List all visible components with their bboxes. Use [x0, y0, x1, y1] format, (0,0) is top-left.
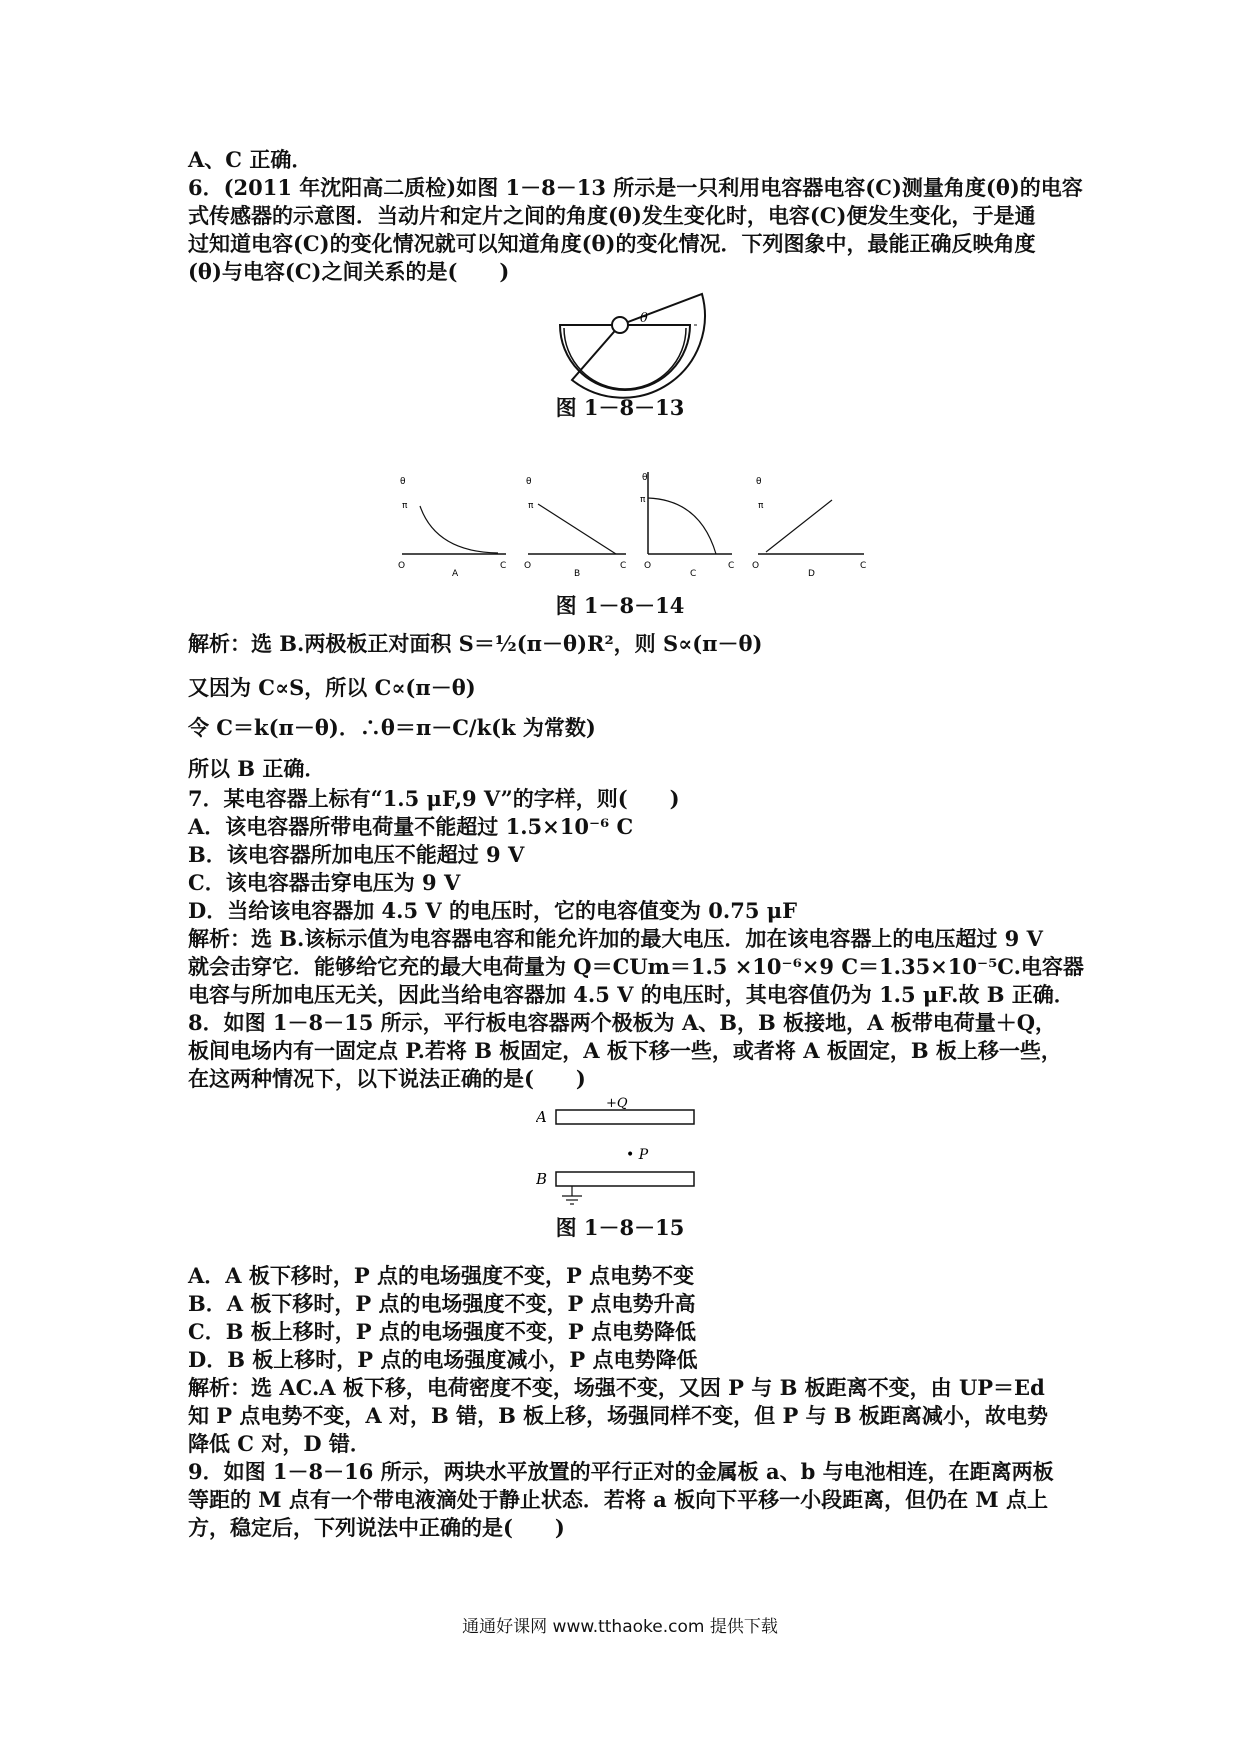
figure-caption: 图 1－8－14 — [555, 593, 685, 618]
text-line: C．该电容器击穿电压为 9 V — [188, 870, 461, 895]
graph-panel-c — [640, 472, 734, 576]
x-axis-label: C — [500, 561, 507, 571]
pi-label: π — [758, 501, 764, 511]
y-axis-label: θ — [756, 477, 762, 487]
text-line: 降低 C 对，D 错． — [188, 1431, 371, 1456]
text-line: A、C 正确． — [188, 147, 313, 172]
curve — [538, 504, 616, 554]
figure-caption: 图 1－8－15 — [555, 1215, 685, 1240]
text-line: 电容与所加电压无关，因此当给电容器加 4.5 V 的电压时，其电容值仍为 1.5 μF.故 B 正确． — [188, 982, 1075, 1007]
text-line: A．该电容器所带电荷量不能超过 1.5×10⁻⁶ C — [188, 814, 634, 839]
text-line: 6．(2011 年沈阳高二质检)如图 1－8－13 所示是一只利用电容器电容(C)测量角度(θ)的电容 — [188, 175, 1083, 200]
curve — [766, 500, 832, 552]
text-line: 在这两种情况下，以下说法正确的是( ) — [188, 1066, 586, 1091]
capacitor-sensor-figure — [550, 288, 750, 408]
origin-label: O — [524, 561, 532, 571]
panel-label: B — [574, 569, 581, 576]
panel-label: C — [690, 569, 697, 576]
graph-panel-a — [398, 477, 506, 576]
text-line: 方，稳定后，下列说法中正确的是( ) — [188, 1515, 565, 1540]
figure-caption: 图 1－8－13 — [555, 395, 685, 420]
origin-label: O — [398, 561, 406, 571]
panel-label: A — [452, 569, 459, 576]
text-line: 板间电场内有一固定点 P.若将 B 板固定，A 板下移一些，或者将 A 板固定，B 板上移一些， — [188, 1038, 1062, 1063]
text-line: B．该电容器所加电压不能超过 9 V — [188, 842, 525, 867]
text-line: 就会击穿它．能够给它充的最大电荷量为 Q＝CUm＝1.5 ×10⁻⁶×9 C＝1.35×10⁻⁵C.电容器 — [188, 954, 1084, 979]
y-axis-label: θ — [526, 477, 532, 487]
point-p-label: • P — [626, 1147, 649, 1163]
parallel-plate-figure — [536, 1094, 716, 1210]
plate-b — [556, 1172, 694, 1186]
text-line: 9．如图 1－8－16 所示，两块水平放置的平行正对的金属板 a、b 与电池相连，在距离两板 — [188, 1459, 1054, 1484]
text-line: 8．如图 1－8－15 所示，平行板电容器两个极板为 A、B，B 板接地，A 板带电荷量＋Q， — [188, 1010, 1056, 1035]
footer-credit: 通通好课网 www.tthaoke.com 提供下载 — [462, 1617, 778, 1637]
y-axis-label: θ — [642, 473, 648, 483]
solution-line: 又因为 C∝S，所以 C∝(π－θ) — [188, 675, 476, 700]
theta-label: θ — [640, 311, 648, 326]
text-line: B．A 板下移时，P 点的电场强度不变，P 点电势升高 — [188, 1291, 696, 1316]
text-line: A．A 板下移时，P 点的电场强度不变，P 点电势不变 — [188, 1263, 695, 1288]
text-line: C．B 板上移时，P 点的电场强度不变，P 点电势降低 — [188, 1319, 696, 1344]
pi-label: π — [528, 501, 534, 511]
origin-label: O — [644, 561, 652, 571]
plate-b-label: B — [536, 1170, 548, 1188]
text-line: 解析：选 AC.A 板下移，电荷密度不变，场强不变，又因 P 与 B 板距离不变，由 UP＝Ed — [188, 1375, 1045, 1400]
text-line: 等距的 M 点有一个带电液滴处于静止状态．若将 a 板向下平移一小段距离，但仍在 M 点上 — [188, 1487, 1048, 1512]
text-line: 解析：选 B.该标示值为电容器电容和能允许加的最大电压．加在该电容器上的电压超过 9 V — [188, 926, 1043, 951]
plate-a — [556, 1110, 694, 1124]
y-axis-label: θ — [400, 477, 406, 487]
solution-line: 令 C＝k(π－θ)．∴θ＝π－C/k(k 为常数) — [188, 715, 596, 740]
text-line: D．当给该电容器加 4.5 V 的电压时，它的电容值变为 0.75 μF — [188, 898, 798, 923]
graph-panel-d — [752, 477, 866, 576]
panel-label: D — [808, 569, 815, 576]
x-axis-label: C — [860, 561, 867, 571]
curve — [420, 506, 498, 553]
x-axis-label: C — [728, 561, 735, 571]
text-line: 过知道电容(C)的变化情况就可以知道角度(θ)的变化情况．下列图象中，最能正确反映角度 — [188, 231, 1036, 256]
graph-panels — [388, 466, 868, 576]
x-axis-label: C — [620, 561, 627, 571]
pi-label: π — [640, 495, 646, 505]
origin-label: O — [752, 561, 760, 571]
fixed-plate — [560, 325, 690, 390]
text-line: 7．某电容器上标有“1.5 μF,9 V”的字样，则( ) — [188, 786, 680, 811]
graph-panel-b — [524, 477, 626, 576]
curve — [648, 498, 716, 554]
text-line: (θ)与电容(C)之间关系的是( ) — [188, 259, 510, 284]
solution-line: 所以 B 正确． — [188, 756, 326, 781]
solution-line: 解析：选 B.两极板正对面积 S＝½(π－θ)R²，则 S∝(π－θ) — [188, 631, 763, 656]
charge-label: +Q — [606, 1096, 628, 1111]
plate-a-label: A — [536, 1108, 547, 1126]
text-line: 式传感器的示意图．当动片和定片之间的角度(θ)发生变化时，电容(C)便发生变化，于是通 — [188, 203, 1036, 228]
pi-label: π — [402, 501, 408, 511]
text-line: D．B 板上移时，P 点的电场强度减小，P 点电势降低 — [188, 1347, 698, 1372]
text-line: 知 P 点电势不变，A 对，B 错，B 板上移，场强同样不变，但 P 与 B 板距离减小，故电势 — [188, 1403, 1048, 1428]
pivot — [612, 317, 628, 333]
